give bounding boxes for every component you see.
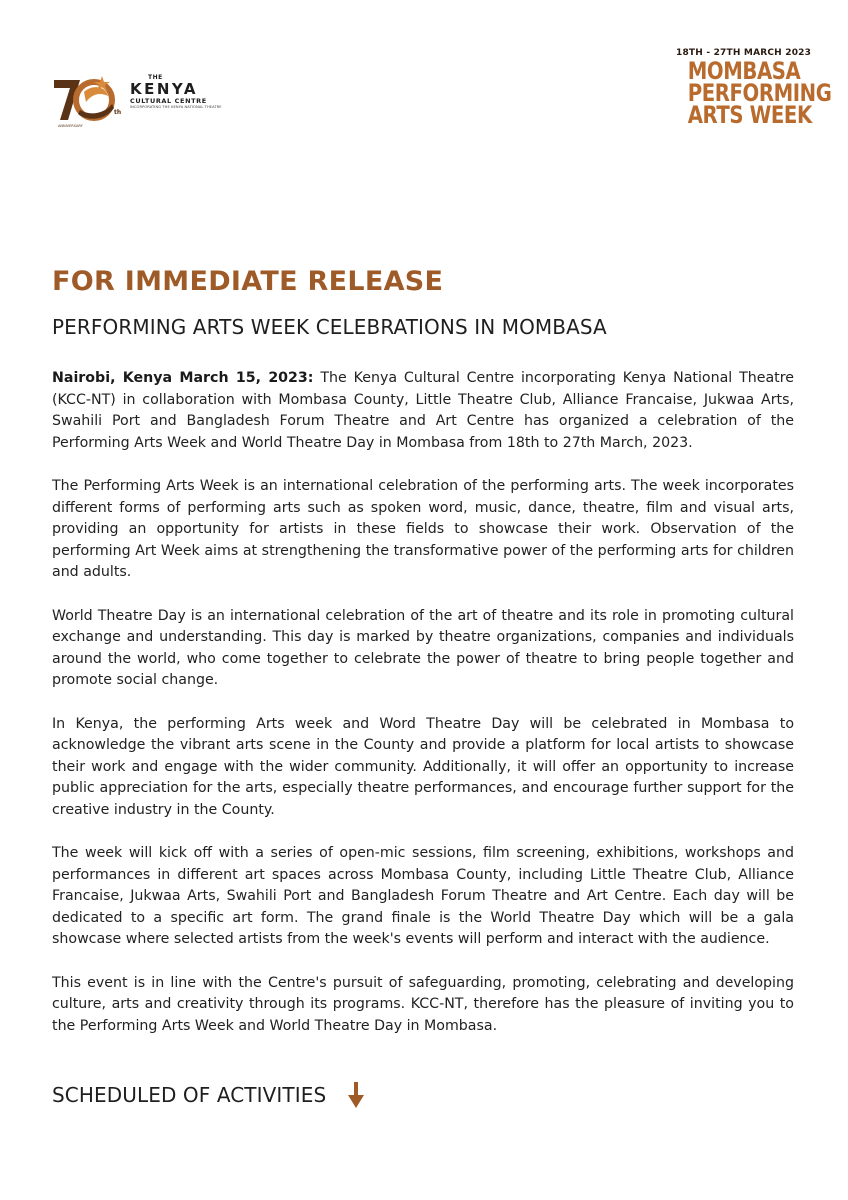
- kcc-wordmark: [130, 74, 250, 109]
- schedule-label: SCHEDULED OF ACTIVITIES: [52, 1083, 327, 1107]
- kcc-cultural-centre: CULTURAL CENTRE: [130, 97, 207, 105]
- paragraph-3: World Theatre Day is an international celebration of the art of theatre and its role in promoting cultural exchange and understanding. This day is marked by theatre organizations, companies and individuals around the world, who come together to celebrate the power of theatre to bring people together and promote social change.: [52, 607, 794, 689]
- svg-text:th: th: [114, 109, 122, 116]
- anniversary-70-emblem-icon: [50, 70, 124, 128]
- paragraph-1-text: The Kenya Cultural Centre incorporating Kenya National Theatre (KCC-NT) in collaboration with Mombasa County, Little Theatre Club, Alliance Francaise, Jukwaa Arts, Swahili Port and Bangladesh Forum Theatre and Art Centre has organized a celebration of the Performing Arts Week and World Theatre Day in Mombasa from 18th to 27th March, 2023.: [52, 370, 794, 451]
- down-arrow-icon: [348, 1082, 364, 1108]
- release-title: FOR IMMEDIATE RELEASE: [52, 266, 444, 297]
- dateline: Nairobi, Kenya March 15, 2023:: [52, 370, 314, 386]
- kcc-logo: [50, 68, 222, 132]
- paragraph-1: [52, 368, 794, 454]
- schedule-heading: [52, 1082, 364, 1108]
- paragraph-4: In Kenya, the performing Arts week and Word Theatre Day will be celebrated in Mombasa to acknowledge the vibrant arts scene in the County and provide a platform for local artists to showcase their work and engage with the wider community. Additionally, it will offer an opportunity to increase public appreciation for the arts, especially theatre performances, and encourage further support for the creative industry in the County.: [52, 715, 794, 818]
- kcc-kenya: KENYA: [130, 80, 198, 98]
- paragraph-6: This event is in line with the Centre's pursuit of safeguarding, promoting, celebrating and developing culture, arts and creativity through its programs. KCC-NT, therefore has the pleasure of inviting you to the Performing Arts Week and World Theatre Day in Mombasa.: [52, 974, 794, 1034]
- kcc-the: THE: [148, 74, 163, 81]
- paragraph-2: The Performing Arts Week is an international celebration of the performing arts. The week incorporates different forms of performing arts such as spoken word, music, dance, theatre, film and visual arts, providing an opportunity for artists in these fields to showcase their work. Observation of the performing Art Week aims at strengthening the transformative power of the performing arts for children and adults.: [52, 477, 794, 581]
- event-logo-line2: PERFORMING: [687, 79, 832, 107]
- paragraph-5: The week will kick off with a series of open-mic sessions, film screening, exhibitions, workshops and performances in different art spaces across Mombasa County, including Little Theatre Club, Alliance Francaise, Jukwaa Arts, Swahili Port and Bangladesh Forum Theatre and Art Centre. Each day will be dedicated to a specific art form. The grand finale is the World Theatre Day which will be a gala showcase where selected artists from the week's events will perform and interact with the audience.: [52, 845, 794, 948]
- event-dates: 18TH - 27TH MARCH 2023: [676, 48, 812, 58]
- release-subtitle: PERFORMING ARTS WEEK CELEBRATIONS IN MOMBASA: [52, 315, 607, 339]
- press-release-body: [52, 368, 794, 1059]
- anniversary-label: ANNIVERSARY: [58, 124, 83, 128]
- kcc-incorporating: INCORPORATING THE KENYA NATIONAL THEATRE: [130, 105, 222, 109]
- event-logo-line3: ARTS WEEK: [687, 101, 812, 129]
- event-logo-line1: MOMBASA: [687, 57, 801, 85]
- mombasa-performing-arts-week-logo: [676, 48, 832, 129]
